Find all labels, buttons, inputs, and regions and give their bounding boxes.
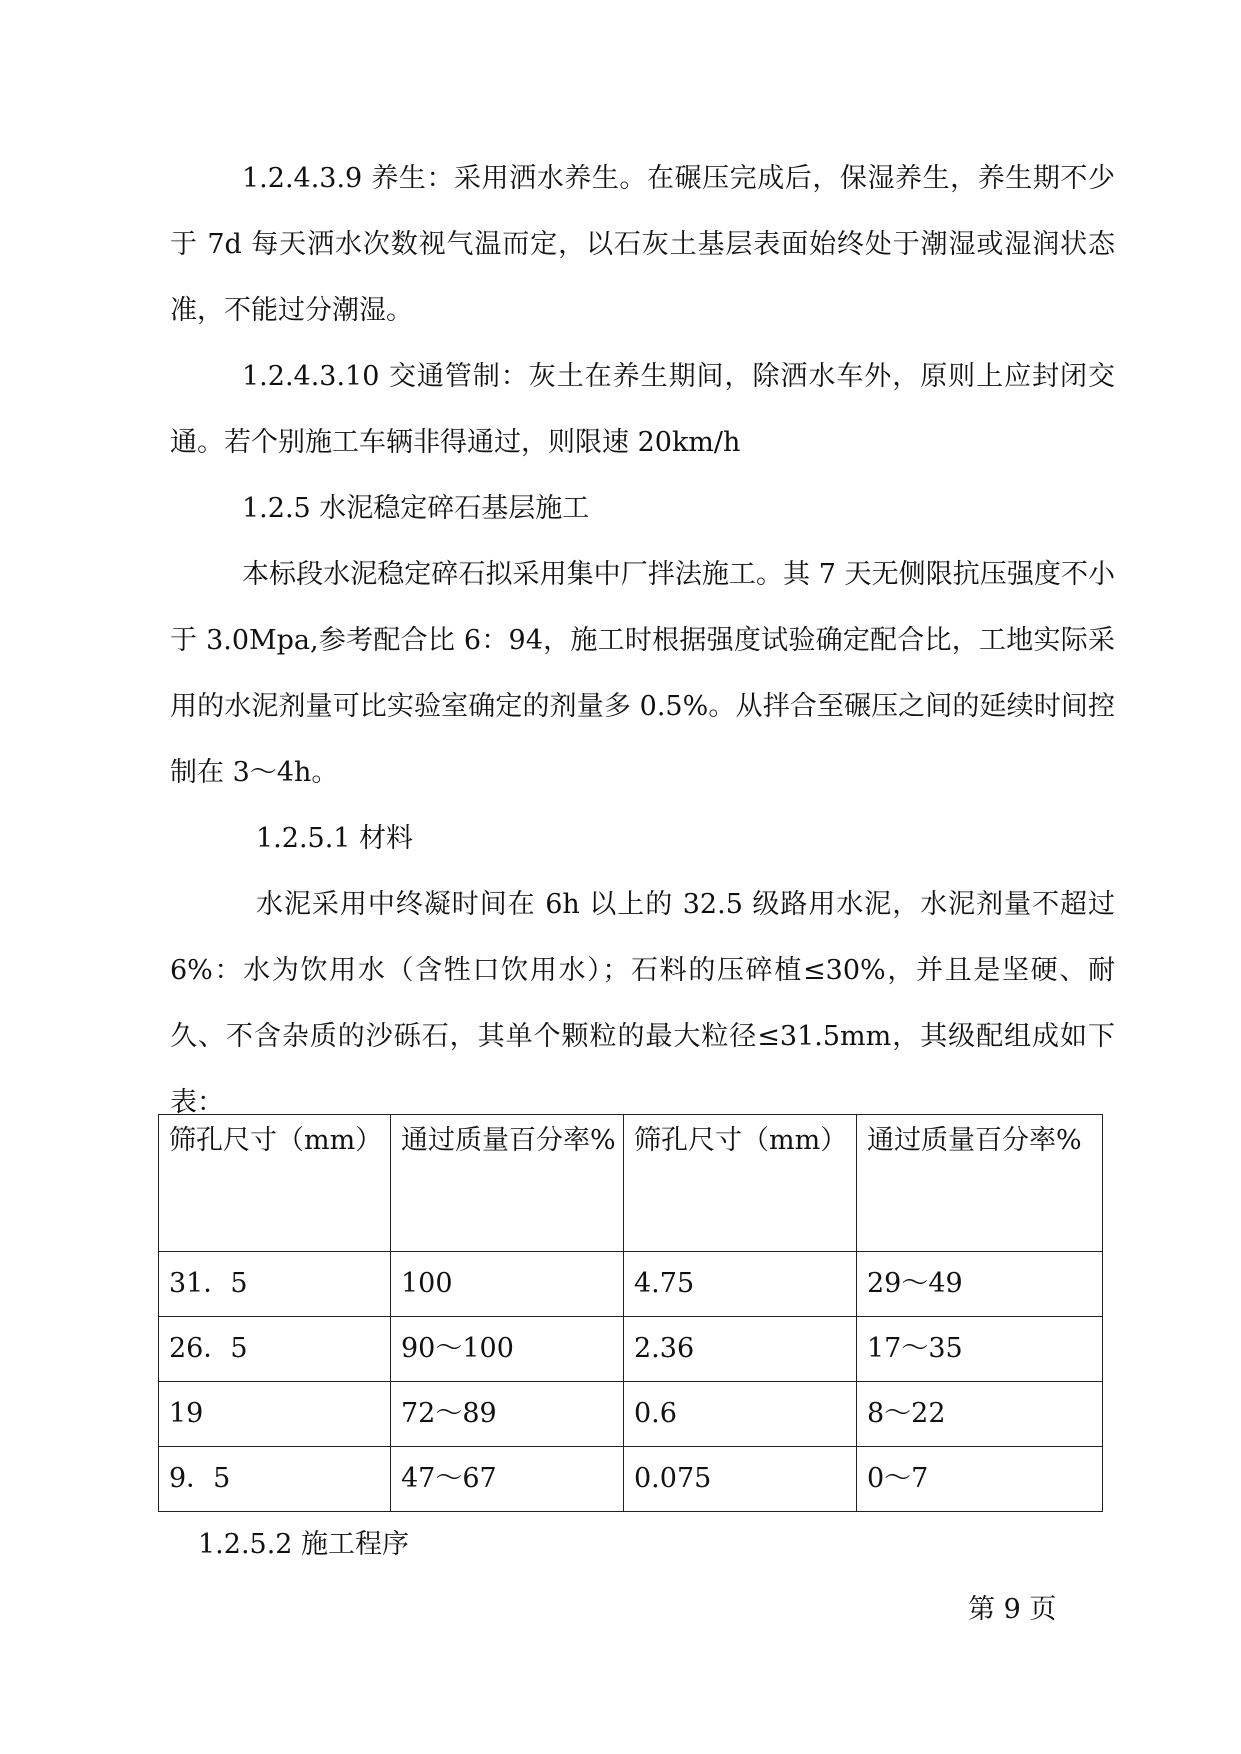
paragraph-traffic-control: 1.2.4.3.10 交通管制：灰土在养生期间，除洒水车外，原则上应封闭交通。若个别施工车辆非得通过，则限速 20km/h (170, 361, 1115, 458)
table-cell: 0.6 (624, 1382, 857, 1447)
table-cell: 2.36 (624, 1317, 857, 1382)
table-header-cell: 通过质量百分率% (857, 1115, 1103, 1252)
table-row (159, 1317, 1103, 1382)
table-cell: 9．5 (159, 1447, 391, 1512)
section-heading-construction-procedure: 1.2.5.2 施工程序 (198, 1529, 410, 1560)
table-cell: 0～7 (857, 1447, 1103, 1512)
table-header-cell: 通过质量百分率% (391, 1115, 624, 1252)
section-heading-cement-stabilized: 1.2.5 水泥稳定碎石基层施工 (242, 493, 590, 524)
paragraph-cement-stabilized-intro: 本标段水泥稳定碎石拟采用集中厂拌法施工。其 7 天无侧限抗压强度不小于 3.0Mpa,参考配合比 6：94，施工时根据强度试验确定配合比，工地实际采用的水泥剂量可比实验室确定的剂量多 0.5%。从拌合至碾压之间的延续时间控制在 3～4h。 (170, 559, 1115, 788)
table-row (159, 1382, 1103, 1447)
table-cell: 4.75 (624, 1252, 857, 1317)
table-cell: 90～100 (391, 1317, 624, 1382)
table-cell: 31．5 (159, 1252, 391, 1317)
table-cell: 100 (391, 1252, 624, 1317)
paragraph-materials: 水泥采用中终凝时间在 6h 以上的 32.5 级路用水泥，水泥剂量不超过 6%：水为饮用水（含牲口饮用水）；石料的压碎植≤30%，并且是坚硬、耐久、不含杂质的沙砾石，其单个颗粒的最大粒径≤31.5mm，其级配组成如下表： (170, 889, 1115, 1118)
page-number: 第 9 页 (968, 1594, 1057, 1625)
table-cell: 29～49 (857, 1252, 1103, 1317)
table-header-row (159, 1115, 1103, 1252)
table-cell: 8～22 (857, 1382, 1103, 1447)
table-cell: 26．5 (159, 1317, 391, 1382)
table-cell: 17～35 (857, 1317, 1103, 1382)
section-heading-materials: 1.2.5.1 材料 (256, 823, 414, 854)
paragraph-curing: 1.2.4.3.9 养生：采用洒水养生。在碾压完成后，保湿养生，养生期不少于 7d 每天洒水次数视气温而定，以石灰土基层表面始终处于潮湿或湿润状态准，不能过分潮湿。 (170, 163, 1115, 326)
gradation-table (158, 1114, 1103, 1512)
table-cell: 72～89 (391, 1382, 624, 1447)
table-cell: 19 (159, 1382, 391, 1447)
table-header-cell: 筛孔尺寸（mm） (159, 1115, 391, 1252)
table-row (159, 1447, 1103, 1512)
table-cell: 0.075 (624, 1447, 857, 1512)
table-row (159, 1252, 1103, 1317)
table-header-cell: 筛孔尺寸（mm） (624, 1115, 857, 1252)
table-cell: 47～67 (391, 1447, 624, 1512)
